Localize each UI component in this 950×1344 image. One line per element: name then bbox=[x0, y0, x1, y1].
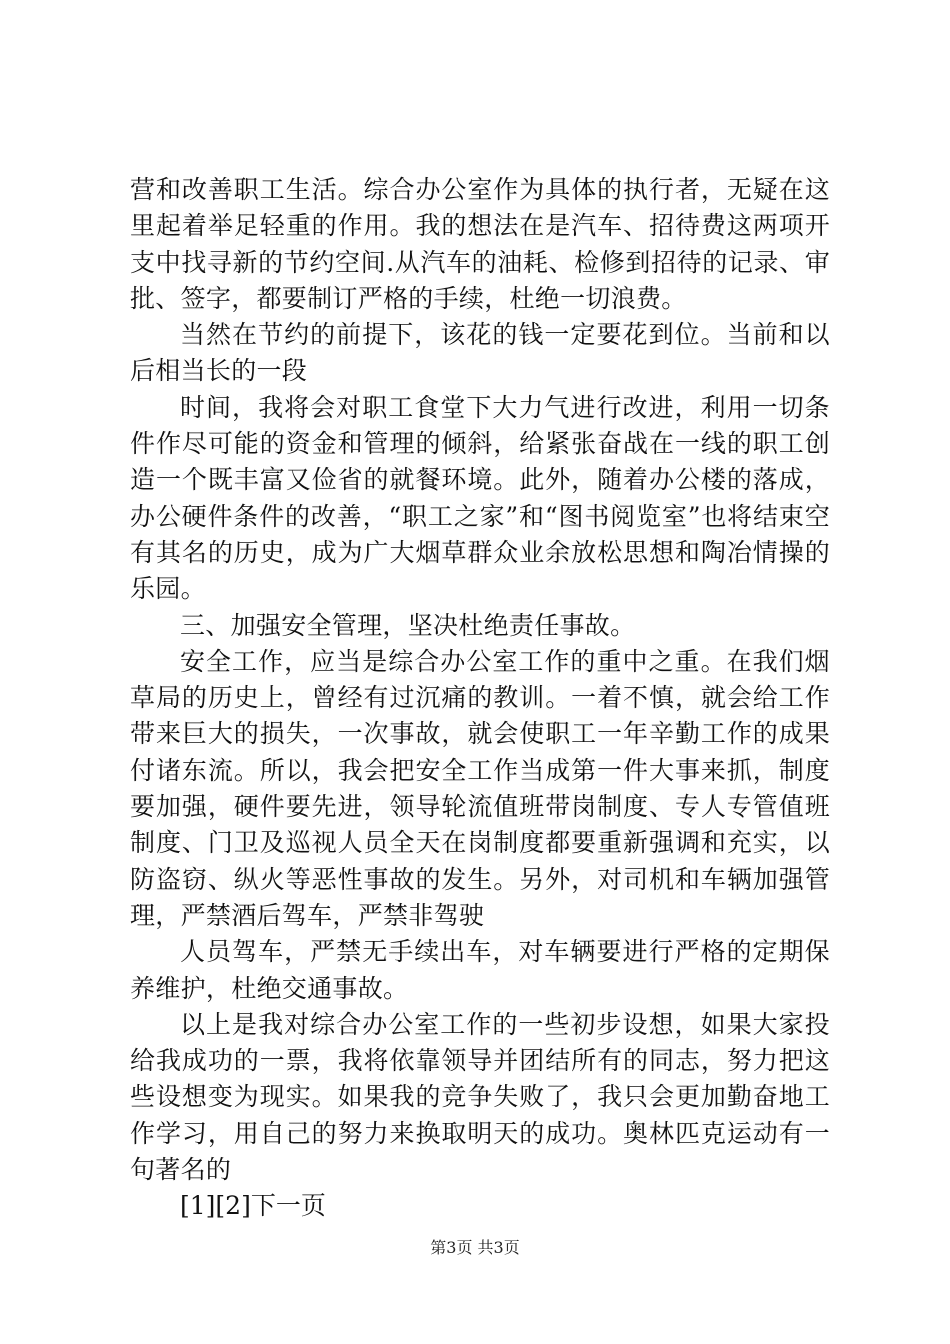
next-page-link[interactable]: 下一页 bbox=[250, 1191, 326, 1221]
page-link-2[interactable]: [2] bbox=[215, 1191, 251, 1221]
section-heading: 三、加强安全管理，坚决杜绝责任事故。 bbox=[180, 610, 636, 640]
paragraph-2: 当然在节约的前提下，该花的钱一定要花到位。当前和以后相当长的一段 bbox=[130, 320, 830, 386]
paragraph-4: 安全工作，应当是综合办公室工作的重中之重。在我们烟草局的历史上，曾经有过沉痛的教训。一着不慎，就会给工作带来巨大的损失，一次事故，就会使职工一年辛勤工作的成果付诸东流。所以，我会把安全工作当成第一件大事来抓，制度要加强，硬件要先进，领导轮流值班带岗制度、专人专管值班制度、门卫及巡视人员全天在岗制度都要重新强调和充实，以防盗窃、纵火等恶性事故的发生。另外，对司机和车辆加强管理，严禁酒后驾车，严禁非驾驶 bbox=[130, 646, 830, 930]
pagination bbox=[130, 1188, 830, 1224]
document-body bbox=[130, 172, 830, 1225]
paragraph-6: 以上是我对综合办公室工作的一些初步设想，如果大家投给我成功的一票，我将依靠领导并团结所有的同志，努力把这些设想变为现实。如果我的竞争失败了，我只会更加勤奋地工作学习，用自己的努力来换取明天的成功。奥林匹克运动有一句著名的 bbox=[130, 1009, 830, 1185]
paragraph-3: 时间，我将会对职工食堂下大力气进行改进，利用一切条件作尽可能的资金和管理的倾斜，给紧张奋战在一线的职工创造一个既丰富又俭省的就餐环境。此外，随着办公楼的落成，办公硬件条件的改善，“职工之家”和“图书阅览室”也将结束空有其名的历史，成为广大烟草群众业余放松思想和陶冶情操的乐园。 bbox=[130, 392, 830, 604]
paragraph-1: 营和改善职工生活。综合办公室作为具体的执行者，无疑在这里起着举足轻重的作用。我的想法在是汽车、招待费这两项开支中找寻新的节约空间.从汽车的油耗、检修到招待的记录、审批、签字，都要制订严格的手续，杜绝一切浪费。 bbox=[130, 175, 830, 313]
page-link-1[interactable]: [1] bbox=[180, 1191, 216, 1221]
paragraph-5: 人员驾车，严禁无手续出车，对车辆要进行严格的定期保养维护，杜绝交通事故。 bbox=[130, 937, 830, 1003]
page-footer: 第3页 共3页 bbox=[430, 1238, 520, 1257]
